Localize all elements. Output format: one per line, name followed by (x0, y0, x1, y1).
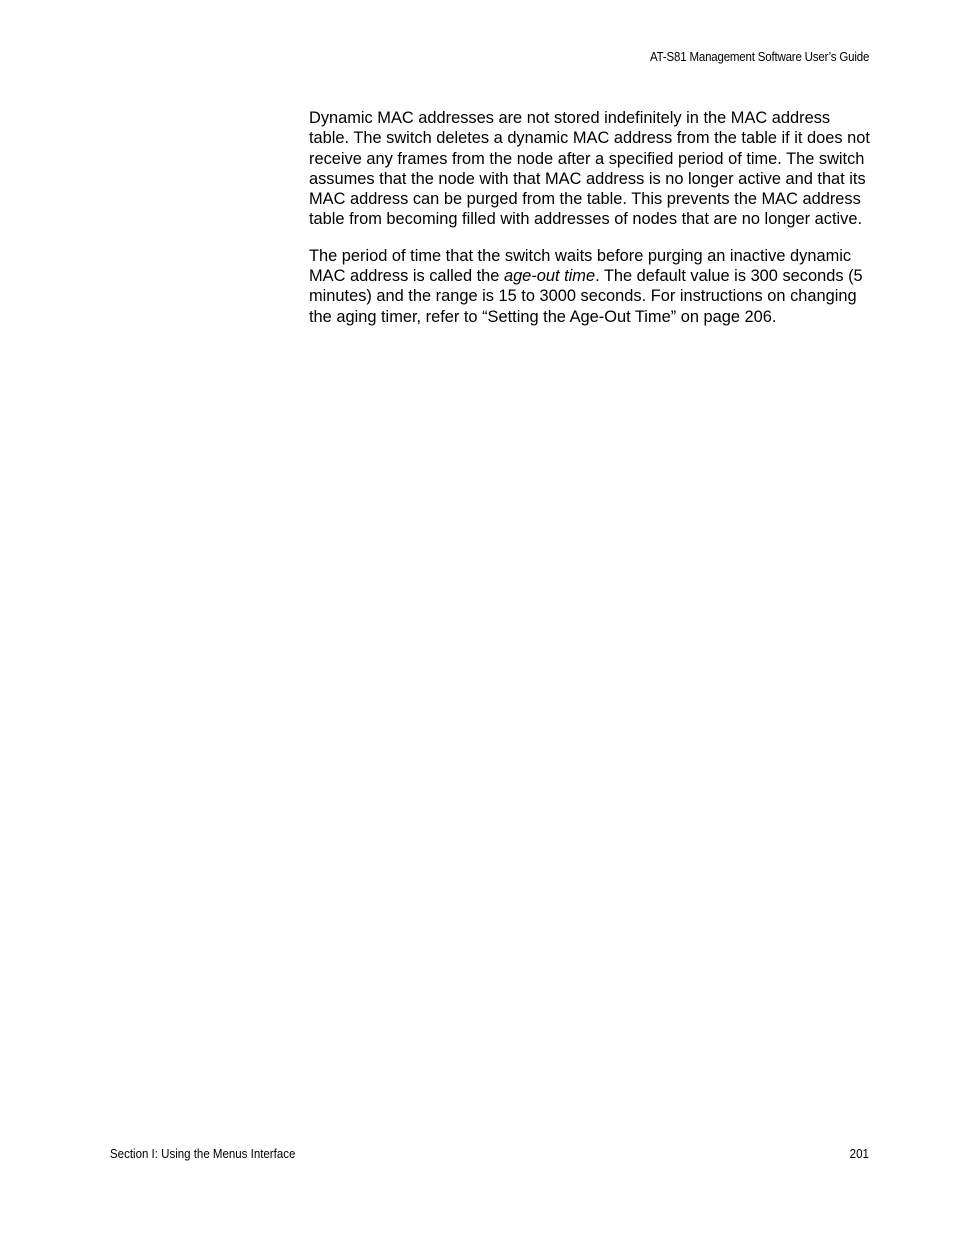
age-out-time-term: age-out time (503, 267, 596, 286)
running-footer (110, 1147, 869, 1163)
paragraph-dynamic-mac: Dynamic MAC addresses are not stored indefinitely in the MAC address table. The switch deletes a dynamic MAC address from the table if it does not receive any frames from the node after a specified period of time. The switch assumes that the node with that MAC address is no longer active and that its MAC address can be purged from the table. This prevents the MAC address table from becoming filled with addresses of nodes that are no longer active. (309, 109, 870, 229)
paragraph-age-out-time (309, 246, 874, 327)
document-title: AT-S81 Management Software User’s Guide (649, 50, 869, 64)
page-number: 201 (849, 1147, 869, 1161)
section-title: Section I: Using the Menus Interface (110, 1147, 296, 1161)
paragraph-age-out-text-after: . The default value is 300 seconds (5 minutes) and the range is 15 to 3000 seconds. For instructions on changing the aging timer, refer to “Setting the Age-Out Time” on page 206. (309, 267, 863, 326)
paragraph-age-out-text-before: The period of time that the switch waits before purging an inactive dynamic MAC address is called the (309, 246, 852, 286)
page-content (309, 108, 874, 343)
running-header (650, 50, 869, 64)
